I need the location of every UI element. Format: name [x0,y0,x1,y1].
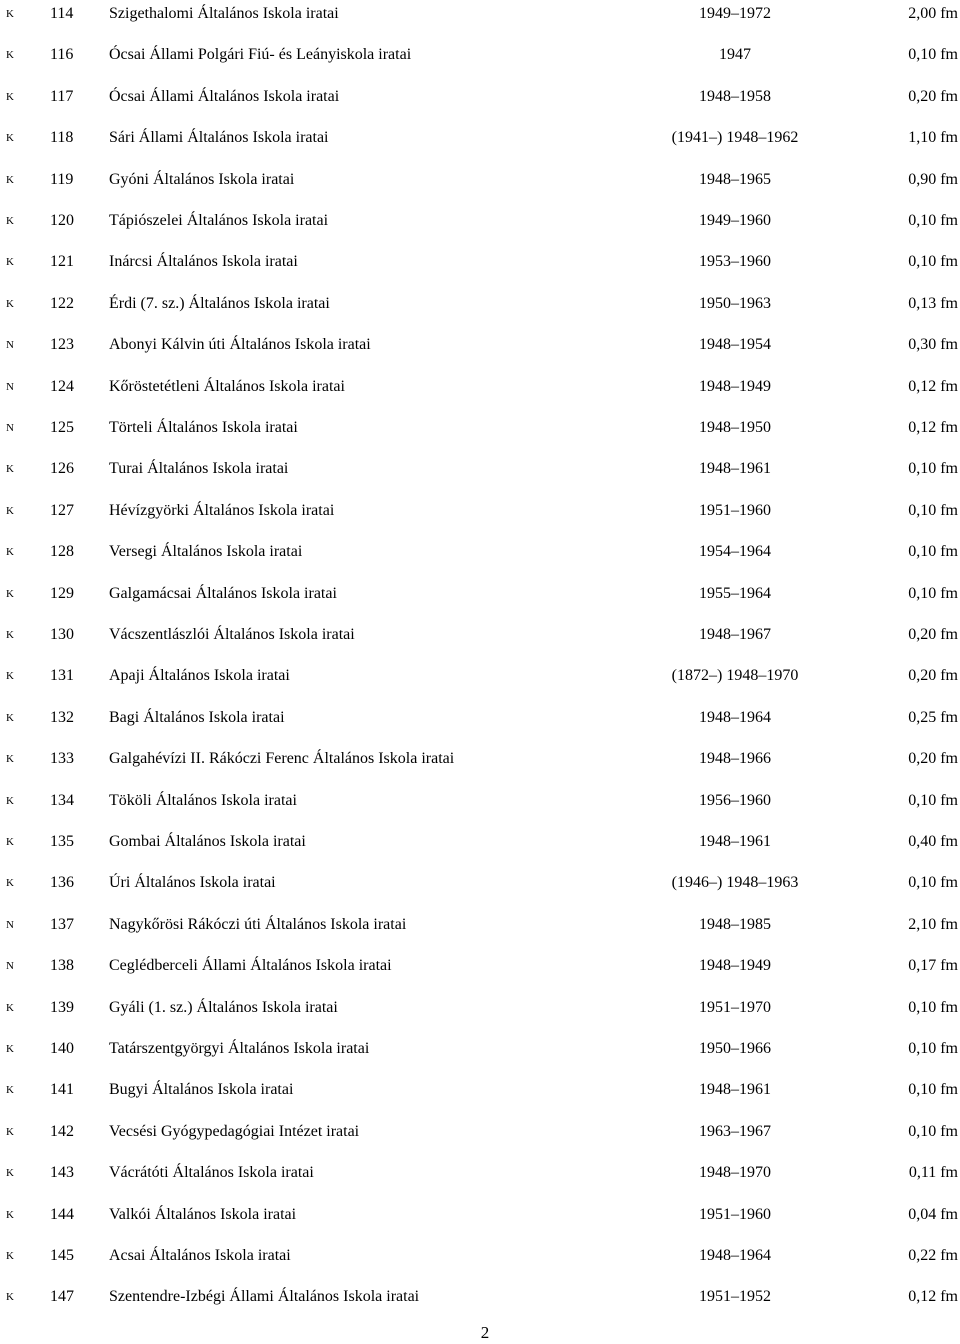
list-item [0,1,960,27]
record-type-code: K [6,173,14,186]
record-title: Tatárszentgyörgyi Általános Iskola iratai [109,1040,370,1057]
record-type-code: K [6,794,14,807]
record-title: Kőröstetétleni Általános Iskola iratai [109,377,345,395]
record-title: Vácszentlászlói Általános Iskola iratai [109,626,355,643]
record-title: Nagykőrösi Rákóczi úti Általános Iskola iratai [109,915,407,933]
record-type-code: N [6,380,14,393]
record-title: Galgahévízi II. Rákóczi Ferenc Általános Iskola iratai [109,750,455,768]
record-years: 1948–1967 [699,626,771,643]
record-title: Gyáli (1. sz.) Általános Iskola iratai [109,998,338,1016]
record-years: 1948–1949 [699,377,771,395]
record-number: 120 [50,212,74,229]
record-years: 1950–1966 [699,1040,771,1057]
page-number: 2 [480,1323,490,1342]
record-years: 1948–1964 [699,708,771,726]
record-title: Inárcsi Általános Iskola iratai [109,253,298,271]
record-years: 1948–1954 [699,336,771,354]
record-type-code: K [6,711,14,724]
record-years: 1948–1964 [699,1247,771,1264]
record-type-code: K [6,587,14,600]
list-item [0,539,960,565]
record-extent: 0,10 fm [908,1081,958,1099]
record-extent: 0,25 fm [908,708,958,726]
list-item [0,746,960,772]
record-type-code: K [6,1208,14,1221]
record-extent: 0,10 fm [908,212,958,229]
record-title: Vácrátóti Általános Iskola iratai [109,1164,314,1182]
record-number: 119 [50,170,74,188]
list-item [0,581,960,607]
record-title: Bagi Általános Iskola iratai [109,708,285,726]
record-extent: 0,10 fm [908,791,958,809]
record-type-code: K [6,215,14,227]
list-item [0,829,960,855]
record-type-code: K [6,877,14,890]
record-title: Tököli Általános Iskola iratai [109,791,297,809]
list-item [0,1160,960,1186]
record-years: 1951–1970 [699,998,771,1016]
record-extent: 0,20 fm [908,750,958,768]
record-years: (1872–) 1948–1970 [671,667,799,685]
record-extent: 0,12 fm [908,419,958,436]
record-number: 121 [50,253,74,271]
record-extent: 0,90 fm [908,170,958,188]
record-type-code: K [6,1167,14,1180]
record-number: 126 [50,460,74,478]
record-years: 1948–1966 [699,750,771,768]
list-item [0,1284,960,1310]
record-years: 1955–1964 [699,584,771,602]
record-title: Úri Általános Iskola iratai [109,874,276,892]
list-item [0,415,960,441]
list-item [0,912,960,938]
record-type-code: K [6,1250,14,1262]
record-type-code: K [6,90,14,103]
record-type-code: K [6,753,14,766]
record-number: 133 [50,750,74,768]
record-extent: 2,10 fm [908,915,958,933]
record-number: 129 [50,584,74,602]
record-extent: 0,17 fm [908,957,958,975]
record-number: 140 [50,1040,74,1057]
record-extent: 0,10 fm [908,874,958,892]
record-extent: 0,20 fm [908,626,958,643]
record-title: Tápiószelei Általános Iskola iratai [109,212,329,229]
record-years: 1948–1958 [699,87,771,105]
record-years: 1948–1961 [699,833,771,850]
record-number: 137 [50,915,74,933]
record-type-code: K [6,132,14,145]
record-number: 134 [50,791,74,809]
record-type-code: N [6,918,14,931]
record-number: 114 [50,5,74,22]
record-type-code: K [6,629,14,641]
record-number: 132 [50,708,74,726]
record-years: 1963–1967 [699,1122,771,1140]
record-number: 127 [50,501,74,519]
record-number: 144 [50,1205,74,1223]
record-years: 1951–1960 [699,1205,771,1223]
record-extent: 0,11 fm [908,1164,958,1182]
record-number: 145 [50,1247,74,1264]
record-title: Sári Állami Általános Iskola iratai [109,129,329,147]
record-extent: 0,22 fm [908,1247,958,1264]
record-years: 1949–1960 [699,212,771,229]
record-type-code: K [6,8,14,20]
record-title: Szentendre-Izbégi Állami Általános Iskola iratai [109,1288,420,1306]
record-type-code: N [6,960,14,973]
record-years: 1948–1965 [699,170,771,188]
list-item [0,870,960,896]
list-item [0,456,960,482]
record-extent: 1,10 fm [908,129,958,147]
record-type-code: K [6,297,14,310]
record-title: Gyóni Általános Iskola iratai [109,170,295,188]
record-number: 142 [50,1122,74,1140]
record-years: 1950–1963 [699,294,771,312]
record-title: Bugyi Általános Iskola iratai [109,1081,294,1099]
record-type-code: K [6,504,14,517]
record-years: 1953–1960 [699,253,771,271]
record-extent: 0,30 fm [908,336,958,354]
record-type-code: K [6,463,14,476]
record-extent: 0,10 fm [908,46,958,64]
record-type-code: K [6,546,14,559]
record-years: 1951–1960 [699,501,771,519]
record-type-code: K [6,49,14,62]
record-title: Vecsési Gyógypedagógiai Intézet iratai [109,1122,360,1140]
record-years: 1947 [719,46,751,64]
record-number: 116 [50,46,74,64]
record-title: Galgamácsai Általános Iskola iratai [109,584,337,602]
record-extent: 0,10 fm [908,584,958,602]
record-years: 1951–1952 [699,1288,771,1306]
list-item [0,374,960,400]
record-number: 123 [50,336,74,354]
record-type-code: K [6,1291,14,1304]
record-title: Gombai Általános Iskola iratai [109,833,306,850]
list-item [0,705,960,731]
record-title: Abonyi Kálvin úti Általános Iskola iratai [109,336,371,354]
record-title: Ócsai Állami Általános Iskola iratai [109,87,340,105]
record-extent: 0,40 fm [908,833,958,850]
record-extent: 0,20 fm [908,87,958,105]
record-title: Ócsai Állami Polgári Fiú- és Leányiskola iratai [109,46,412,64]
record-number: 147 [50,1288,74,1306]
record-number: 128 [50,543,74,561]
record-years: 1954–1964 [699,543,771,561]
record-years: 1948–1950 [699,419,771,436]
record-extent: 0,10 fm [908,998,958,1016]
record-number: 122 [50,294,74,312]
record-title: Szigethalomi Általános Iskola iratai [109,5,339,22]
record-extent: 0,12 fm [908,1288,958,1306]
record-number: 135 [50,833,74,850]
record-years: 1948–1970 [699,1164,771,1182]
record-type-code: K [6,1125,14,1138]
record-title: Hévízgyörki Általános Iskola iratai [109,501,335,519]
list-item [0,1243,960,1269]
list-item [0,663,960,689]
record-title: Apaji Általános Iskola iratai [109,667,290,685]
record-number: 141 [50,1081,74,1099]
record-extent: 0,10 fm [908,543,958,561]
record-years: 1948–1949 [699,957,771,975]
list-item [0,125,960,151]
list-item [0,995,960,1021]
record-years: 1948–1985 [699,915,771,933]
list-item [0,1077,960,1103]
list-item [0,498,960,524]
record-type-code: K [6,1084,14,1097]
record-extent: 0,13 fm [908,294,958,312]
record-number: 118 [50,129,74,147]
list-item [0,249,960,275]
list-item [0,167,960,193]
list-item [0,622,960,648]
record-title: Ceglédberceli Állami Általános Iskola iratai [109,957,392,975]
record-extent: 0,10 fm [908,460,958,478]
record-title: Törteli Általános Iskola iratai [109,419,298,436]
record-title: Acsai Általános Iskola iratai [109,1247,291,1264]
list-item [0,953,960,979]
list-item [0,1036,960,1062]
record-number: 138 [50,957,74,975]
list-item [0,291,960,317]
record-number: 124 [50,377,74,395]
record-extent: 0,10 fm [908,501,958,519]
record-type-code: K [6,670,14,683]
record-years: (1946–) 1948–1963 [671,874,799,892]
record-type-code: N [6,422,14,434]
record-extent: 0,10 fm [908,1040,958,1057]
list-item [0,788,960,814]
record-type-code: K [6,836,14,848]
record-extent: 2,00 fm [908,5,958,22]
record-title: Versegi Általános Iskola iratai [109,543,303,561]
record-years: 1948–1961 [699,1081,771,1099]
record-extent: 0,20 fm [908,667,958,685]
record-extent: 0,10 fm [908,253,958,271]
record-extent: 0,12 fm [908,377,958,395]
list-item [0,208,960,234]
record-title: Turai Általános Iskola iratai [109,460,289,478]
record-number: 125 [50,419,74,436]
record-title: Valkói Általános Iskola iratai [109,1205,297,1223]
list-item [0,42,960,68]
record-number: 136 [50,874,74,892]
record-years: 1948–1961 [699,460,771,478]
record-number: 130 [50,626,74,643]
record-type-code: N [6,339,14,352]
list-item [0,1119,960,1145]
record-years: 1949–1972 [699,5,771,22]
record-type-code: K [6,256,14,269]
record-extent: 0,04 fm [908,1205,958,1223]
record-years: 1956–1960 [699,791,771,809]
record-number: 143 [50,1164,74,1182]
record-title: Érdi (7. sz.) Általános Iskola iratai [109,294,330,312]
list-item [0,332,960,358]
record-type-code: K [6,1001,14,1014]
list-item [0,1202,960,1228]
record-number: 139 [50,998,74,1016]
record-type-code: K [6,1043,14,1055]
record-extent: 0,10 fm [908,1122,958,1140]
record-years: (1941–) 1948–1962 [671,129,799,147]
list-item [0,84,960,110]
record-number: 131 [50,667,74,685]
record-number: 117 [50,87,74,105]
